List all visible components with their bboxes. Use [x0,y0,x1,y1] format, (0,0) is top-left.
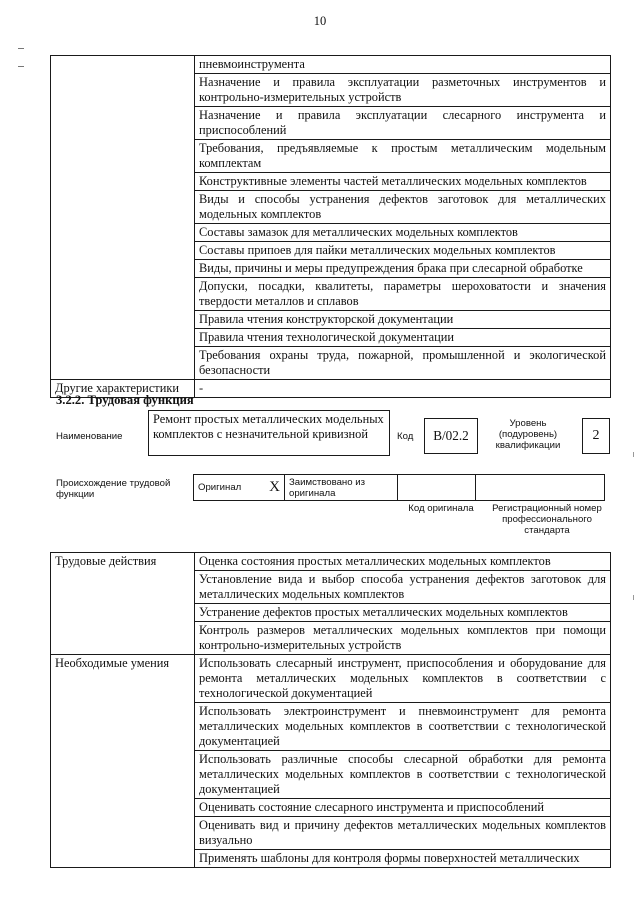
labor-action-item: Установление вида и выбор способа устранения дефектов заготовок для металлических модельных комплектов [195,571,611,604]
knowledge-item: Виды и способы устранения дефектов заготовок для металлических модельных комплектов [195,191,611,224]
function-name: Ремонт простых металлических модельных комплектов с незначительной кривизной [153,412,384,441]
knowledge-item: Требования, предъявляемые к простым металлическим модельным комплектам [195,140,611,173]
knowledge-item: Конструктивные элементы частей металлических модельных комплектов [195,173,611,191]
skill-item: Оценивать вид и причину дефектов металлических модельных комплектов визуально [195,817,611,850]
knowledge-item: Правила чтения технологической документации [195,329,611,347]
knowledge-item: пневмоинструмента [195,56,611,74]
function-details-body [51,553,611,868]
skill-item: Использовать различные способы слесарной обработки для ремонта металлических модельных комплектов в соответствии с технологической документацией [195,751,611,799]
registration-caption: Регистрационный номер профессионального стандарта [492,503,602,536]
other-characteristics-label: Другие характеристики [51,380,195,398]
knowledge-label-cell [51,56,195,380]
function-details-table [50,552,611,868]
table-row [194,475,605,501]
table-row [51,553,611,571]
knowledge-table-body [51,56,611,398]
code-box [424,418,478,454]
original-label: Оригинал [198,482,242,493]
labor-action-item: Устранение дефектов простых металлических модельных комплектов [195,604,611,622]
knowledge-item: Правила чтения конструкторской документации [195,311,611,329]
knowledge-item: Составы припоев для пайки металлических модельных комплектов [195,242,611,260]
knowledge-item: Составы замазок для металлических модельных комплектов [195,224,611,242]
margin-mark [633,595,634,600]
table-row [51,655,611,703]
borrowed-label: Заимствовано из оригинала [285,475,398,501]
original-mark: X [269,479,280,495]
code-label: Код [397,431,414,442]
labor-action-item: Контроль размеров металлических модельных комплектов при помощи контрольно-измерительных устройств [195,622,611,655]
page-number: 10 [313,14,327,28]
labor-action-item: Оценка состояния простых металлических модельных комплектов [195,553,611,571]
original-code-cell [398,475,476,501]
margin-mark [18,48,24,49]
skill-item: Применять шаблоны для контроля формы поверхностей металлических [195,850,611,868]
function-name-box [148,410,390,456]
skill-item: Использовать слесарный инструмент, приспособления и оборудование для ремонта металлических модельных комплектов в соответствии с технологической документацией [195,655,611,703]
name-label: Наименование [56,431,123,442]
skill-item: Использовать электроинструмент и пневмоинструмент для ремонта металлических модельных комплектов в соответствии с технологической документацией [195,703,611,751]
code-caption: Код оригинала [408,503,474,514]
table-row [51,56,611,74]
original-cell [194,475,285,501]
knowledge-item: Виды, причины и меры предупреждения брака при слесарной обработке [195,260,611,278]
knowledge-item: Назначение и правила эксплуатации слесарного инструмента и приспособлений [195,107,611,140]
level-label: Уровень (подуровень) квалификации [495,418,561,451]
other-characteristics-value: - [195,380,611,398]
knowledge-item: Требования охраны труда, пожарной, промышленной и экологической безопасности [195,347,611,380]
knowledge-item: Назначение и правила эксплуатации разметочных инструментов и контрольно-измерительных устройств [195,74,611,107]
level-box [582,418,610,454]
section-heading: 3.2.2. Трудовая функция [56,393,194,407]
required-skills-label: Необходимые умения [51,655,195,868]
code-value: B/02.2 [433,428,469,443]
margin-mark [633,452,634,457]
knowledge-item: Допуски, посадки, квалитеты, параметры шероховатости и значения твердости металлов и сплавов [195,278,611,311]
skill-item: Оценивать состояние слесарного инструмента и приспособлений [195,799,611,817]
margin-mark [18,66,24,67]
knowledge-table [50,55,611,398]
registration-number-cell [476,475,605,501]
labor-actions-label: Трудовые действия [51,553,195,655]
origin-label: Происхождение трудовой функции [56,478,171,500]
origin-table [193,474,605,501]
level-value: 2 [592,428,600,443]
